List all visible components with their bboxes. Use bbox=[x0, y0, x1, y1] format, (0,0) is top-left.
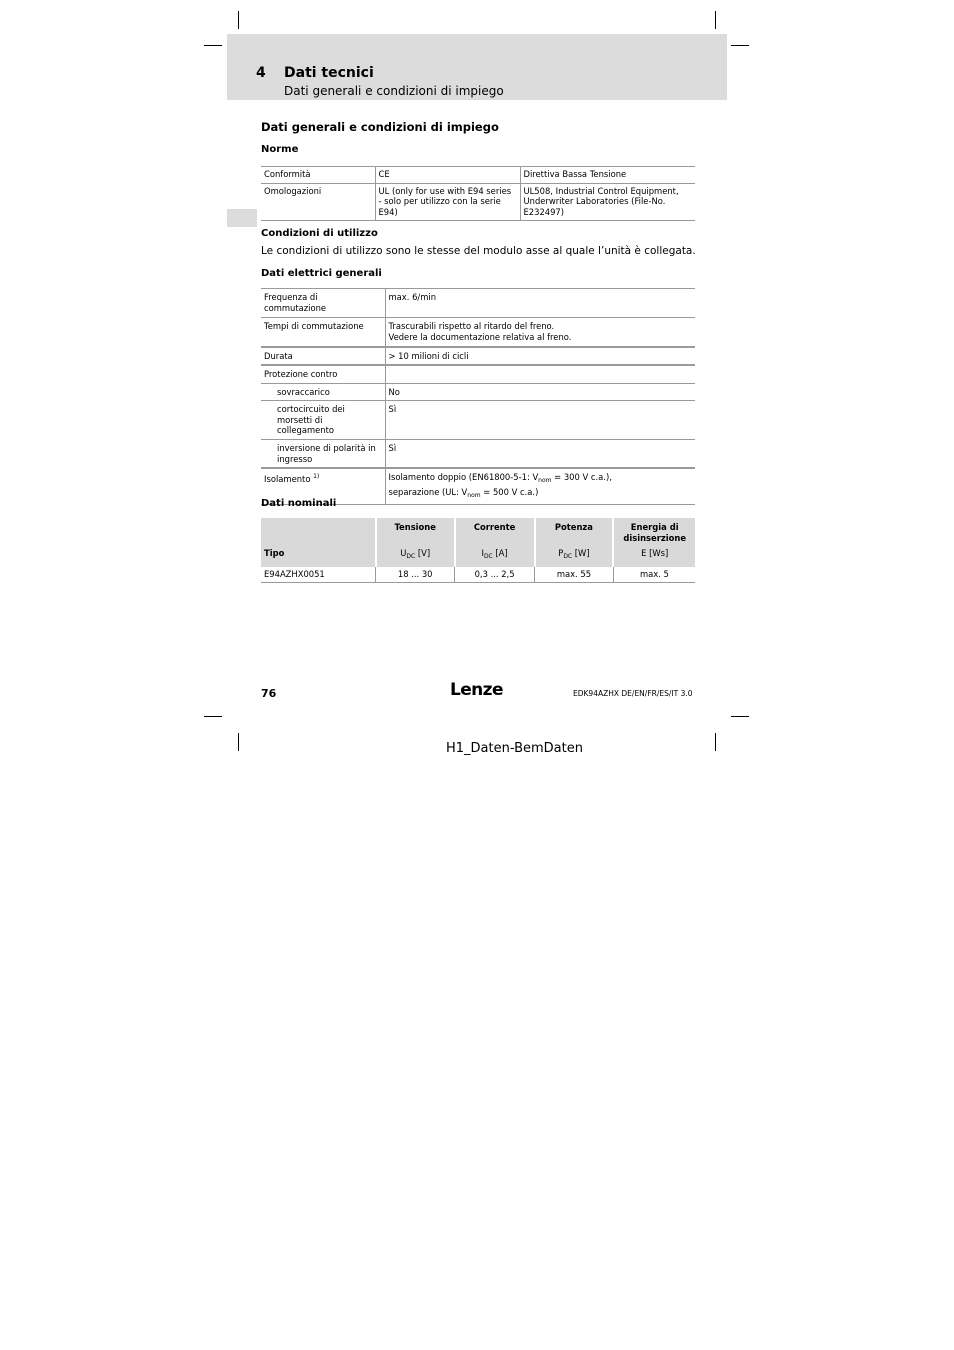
elettrici-heading: Dati elettrici generali bbox=[261, 268, 382, 279]
side-tab-marker bbox=[227, 209, 257, 227]
subscript: nom bbox=[538, 477, 552, 484]
table-cell: Durata bbox=[261, 347, 385, 366]
table-cell: Omologazioni bbox=[261, 183, 375, 221]
table-row bbox=[261, 401, 695, 440]
table-row bbox=[261, 347, 695, 366]
nominali-table bbox=[261, 518, 695, 583]
table-row bbox=[261, 289, 695, 318]
crop-mark bbox=[715, 11, 716, 29]
page-number: 76 bbox=[261, 687, 277, 700]
unit-text: [A] bbox=[492, 548, 508, 558]
unit-text: [V] bbox=[415, 548, 431, 558]
file-label: H1_Daten-BemDaten bbox=[446, 741, 583, 756]
table-row bbox=[261, 440, 695, 469]
table-cell: Direttiva Bassa Tensione bbox=[520, 167, 695, 184]
cell-text: Isolamento bbox=[264, 474, 311, 484]
subscript: DC bbox=[406, 553, 416, 560]
subscript: DC bbox=[563, 553, 573, 560]
unit-text: [W] bbox=[572, 548, 590, 558]
cell-line: Vedere la documentazione relativa al freno. bbox=[388, 331, 572, 342]
table-header-cell: Corrente bbox=[455, 518, 535, 548]
nominali-heading: Dati nominali bbox=[261, 498, 337, 509]
table-cell: max. 6/min bbox=[385, 289, 695, 318]
table-cell: sovraccarico bbox=[261, 383, 385, 401]
table-cell: Frequenza di commutazione bbox=[261, 289, 385, 318]
table-cell: UL508, Industrial Control Equipment, Underwriter Laboratories (File-No. E232497) bbox=[520, 183, 695, 221]
table-cell bbox=[385, 365, 695, 383]
table-cell: Sì bbox=[385, 401, 695, 440]
unit-text: P bbox=[558, 548, 564, 558]
lenze-logo: Lenze bbox=[450, 680, 503, 700]
crop-mark bbox=[238, 11, 239, 29]
table-header-row bbox=[261, 518, 695, 548]
table-header-cell bbox=[455, 548, 535, 567]
unit-text: I bbox=[481, 548, 484, 558]
document-id: EDK94AZHX DE/EN/FR/ES/IT 3.0 bbox=[573, 689, 693, 698]
table-row bbox=[261, 383, 695, 401]
chapter-title: Dati tecnici bbox=[284, 65, 374, 81]
crop-mark bbox=[731, 716, 749, 717]
condizioni-text: Le condizioni di utilizzo sono le stesse del modulo asse al quale l’unità è collegata. bbox=[261, 245, 696, 257]
cell-line bbox=[389, 472, 693, 487]
table-row bbox=[261, 567, 695, 583]
norme-heading: Norme bbox=[261, 144, 299, 155]
table-cell bbox=[385, 318, 695, 347]
table-header-cell: Potenza bbox=[535, 518, 614, 548]
cell-text: = 500 V c.a.) bbox=[480, 486, 539, 497]
crop-mark bbox=[238, 733, 239, 751]
cell-text: Isolamento doppio (EN61800-5-1: V bbox=[388, 472, 539, 482]
table-cell: 0,3 ... 2,5 bbox=[455, 567, 535, 583]
table-cell: No bbox=[385, 383, 695, 401]
cell-line bbox=[389, 487, 693, 502]
table-header-cell bbox=[535, 548, 614, 567]
unit-text: U bbox=[400, 548, 407, 558]
crop-mark bbox=[715, 733, 716, 751]
table-cell: max. 5 bbox=[613, 567, 695, 583]
norme-table bbox=[261, 166, 695, 221]
table-header-cell bbox=[261, 518, 376, 548]
footnote-marker: 1) bbox=[313, 473, 320, 480]
table-header-cell: E [Ws] bbox=[613, 548, 695, 567]
table-cell: > 10 milioni di cicli bbox=[385, 347, 695, 366]
elettrici-table bbox=[261, 288, 695, 505]
table-row bbox=[261, 167, 695, 184]
table-cell bbox=[385, 468, 695, 505]
crop-mark bbox=[204, 45, 222, 46]
table-header-cell bbox=[376, 548, 455, 567]
subscript: DC bbox=[483, 553, 493, 560]
condizioni-heading: Condizioni di utilizzo bbox=[261, 228, 378, 239]
table-header-cell: Tensione bbox=[376, 518, 455, 548]
table-cell: Protezione contro bbox=[261, 365, 385, 383]
table-cell: CE bbox=[375, 167, 520, 184]
chapter-subtitle: Dati generali e condizioni di impiego bbox=[284, 84, 504, 98]
table-cell: UL (only for use with E94 series - solo per utilizzo con la serie E94) bbox=[375, 183, 520, 221]
cell-text: separazione (UL: V bbox=[388, 486, 468, 497]
crop-mark bbox=[731, 45, 749, 46]
table-cell bbox=[261, 401, 385, 440]
table-cell: inversione di polarità in ingresso bbox=[261, 440, 385, 469]
subscript: nom bbox=[467, 491, 481, 499]
cell-text: = 300 V c.a.), bbox=[551, 472, 612, 482]
section-title: Dati generali e condizioni di impiego bbox=[261, 120, 499, 134]
table-row bbox=[261, 318, 695, 347]
table-header-row bbox=[261, 548, 695, 567]
table-row bbox=[261, 183, 695, 221]
table-cell: max. 55 bbox=[535, 567, 614, 583]
table-cell: Tempi di commutazione bbox=[261, 318, 385, 347]
table-cell: E94AZHX0051 bbox=[261, 567, 376, 583]
cell-text: Energia di disinserzione bbox=[623, 522, 686, 543]
chapter-number: 4 bbox=[256, 65, 266, 81]
table-cell: Sì bbox=[385, 440, 695, 469]
crop-mark bbox=[204, 716, 222, 717]
table-row bbox=[261, 365, 695, 383]
table-cell: Conformità bbox=[261, 167, 375, 184]
table-header-cell: Tipo bbox=[261, 548, 376, 567]
cell-line: Trascurabili rispetto al ritardo del freno. bbox=[388, 321, 555, 331]
table-cell: 18 ... 30 bbox=[376, 567, 455, 583]
table-header-cell bbox=[613, 518, 695, 548]
cell-text: cortocircuito dei morsetti di collegamento bbox=[277, 404, 345, 435]
